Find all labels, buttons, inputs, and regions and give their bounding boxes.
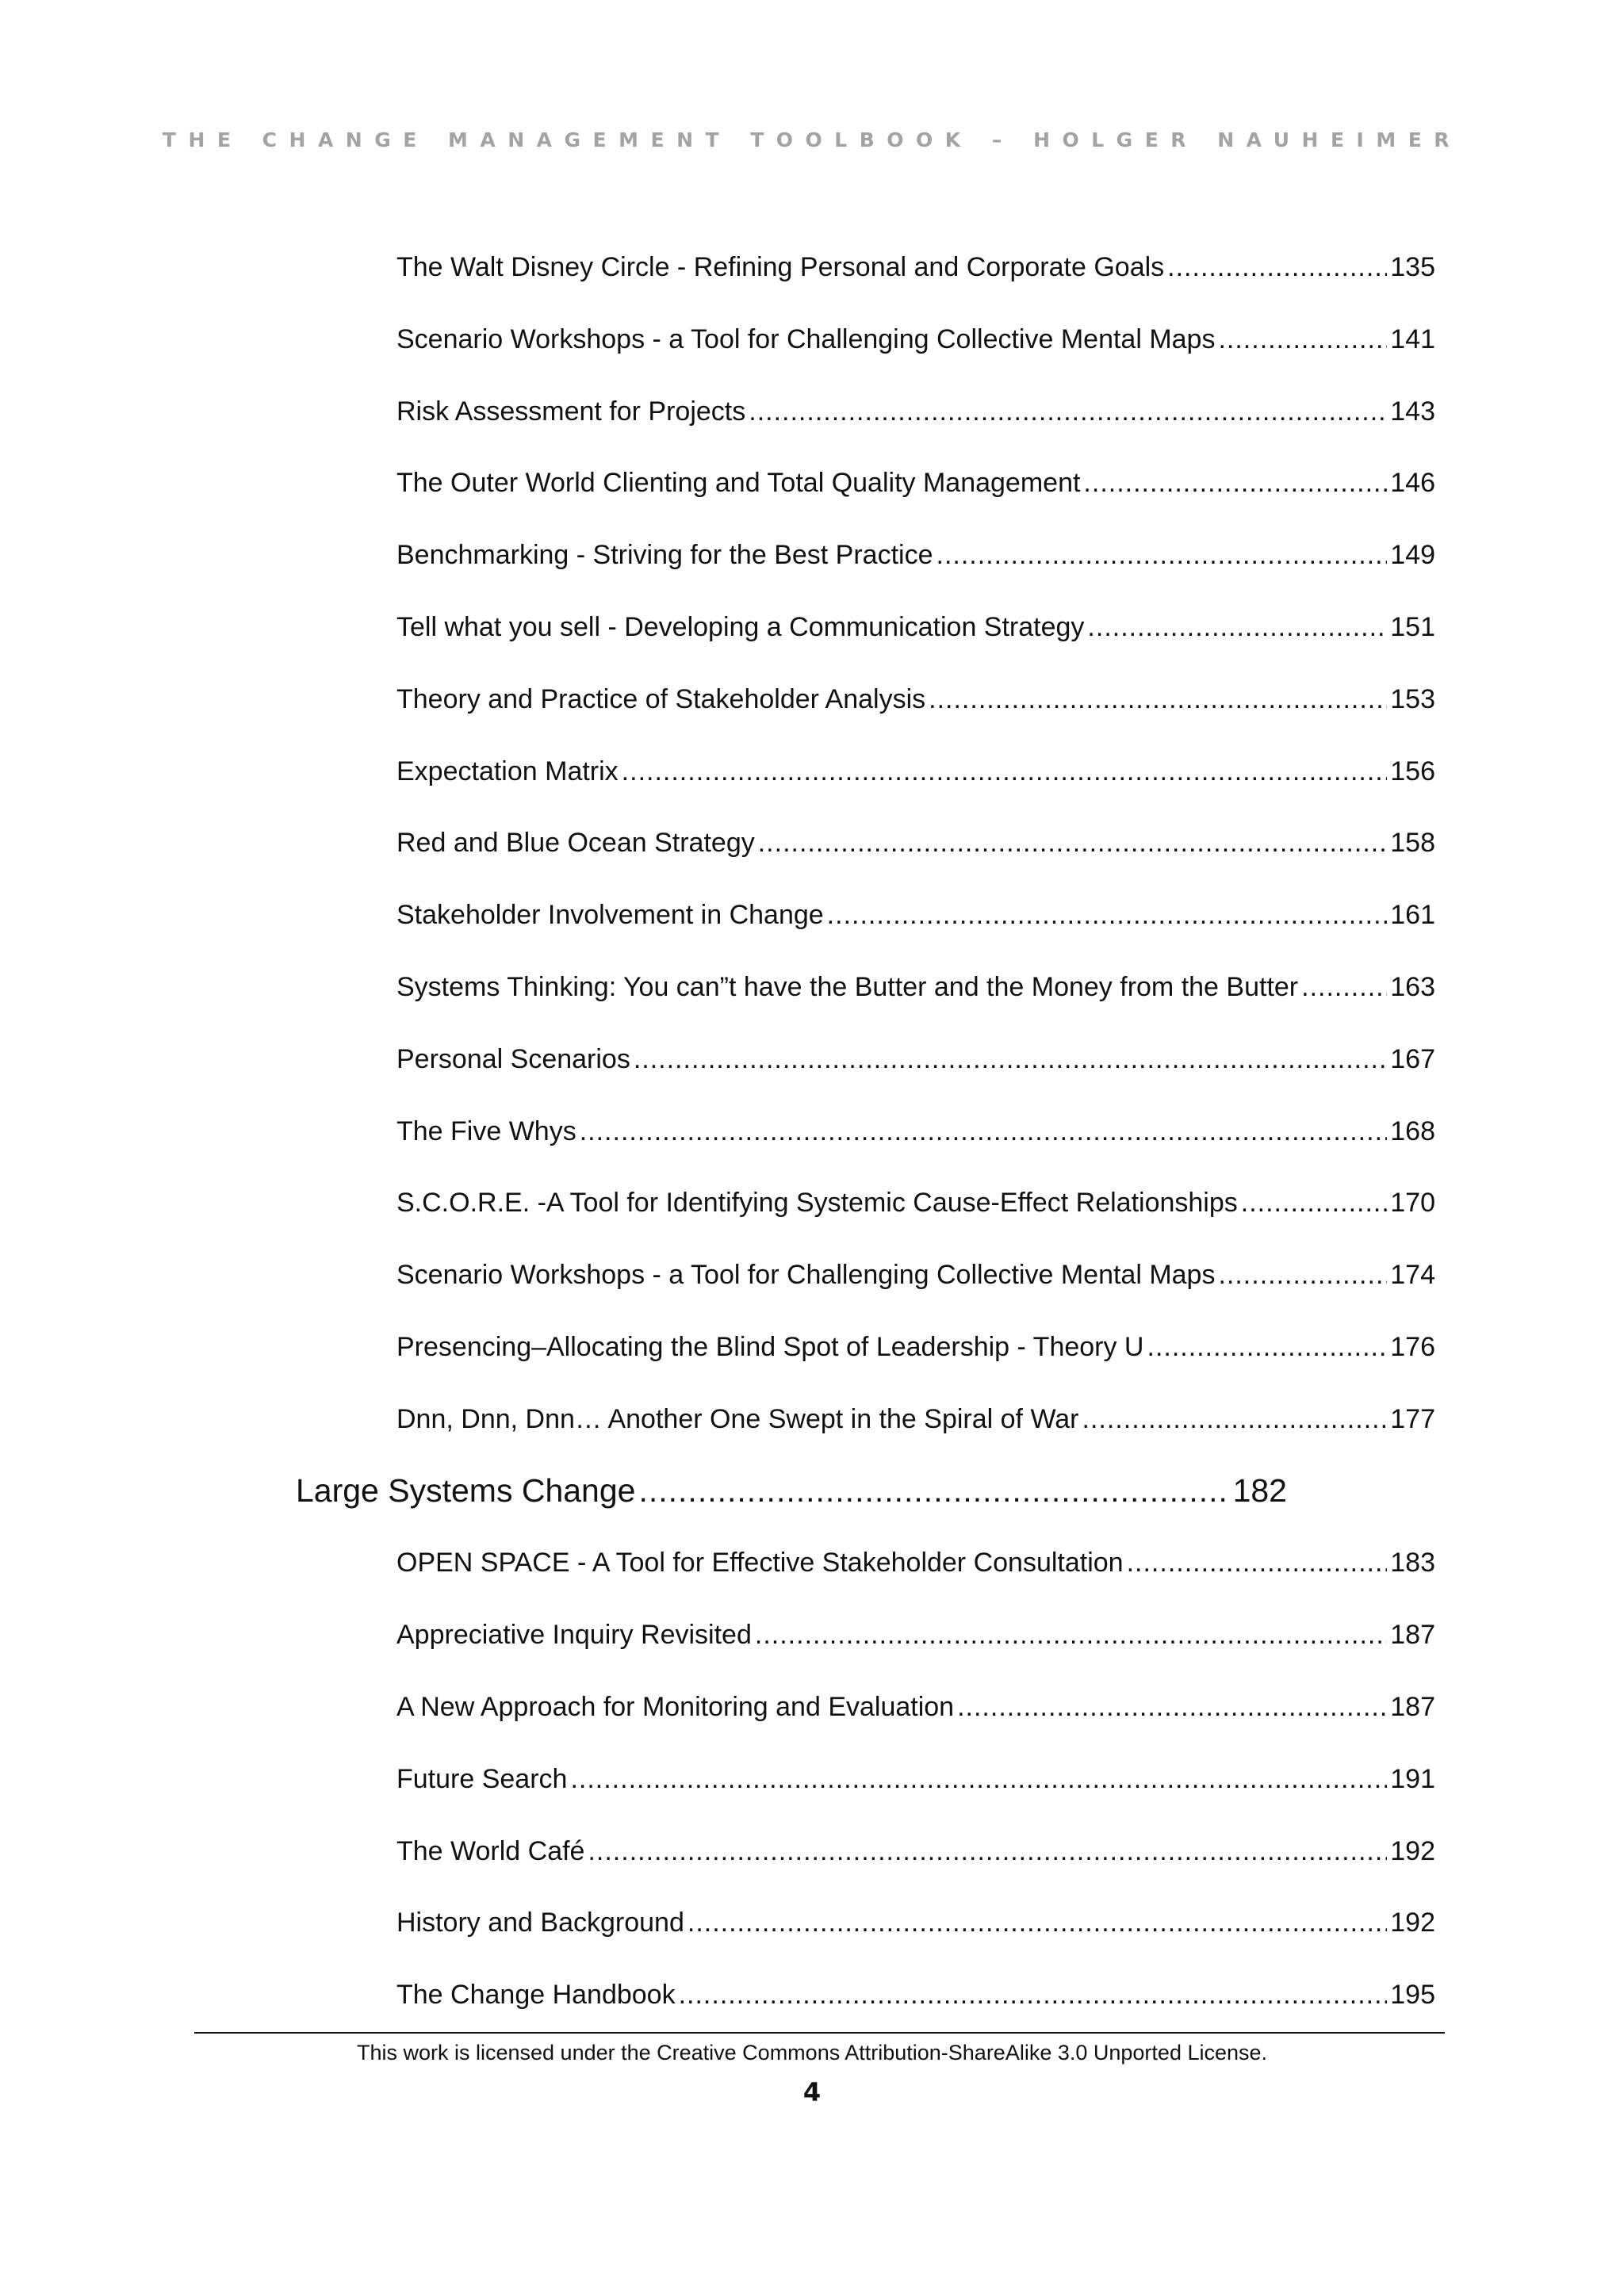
toc-dot-leader: [1218, 322, 1387, 357]
toc-entry-title: Appreciative Inquiry Revisited: [396, 1620, 752, 1651]
toc-entry[interactable]: [396, 250, 1435, 285]
toc-dot-leader: [936, 538, 1388, 572]
toc-section-heading[interactable]: [296, 1471, 1287, 1510]
toc-dot-leader: [688, 1905, 1387, 1940]
toc-entry-title: Red and Blue Ocean Strategy: [396, 828, 755, 859]
toc-entry-title: Scenario Workshops - a Tool for Challenging Collective Mental Maps: [396, 1260, 1216, 1291]
toc-dot-leader: [1127, 1545, 1388, 1580]
toc-entry-title: The World Café: [396, 1835, 585, 1866]
toc-entry-title: Scenario Workshops - a Tool for Challenging Collective Mental Maps: [396, 323, 1216, 354]
toc-entry-page: 187: [1390, 1692, 1435, 1722]
page-number: 4: [802, 2077, 822, 2107]
toc-entry-page: 163: [1390, 972, 1435, 1002]
toc-entry-page: 174: [1390, 1260, 1435, 1291]
toc-dot-leader: [1147, 1330, 1388, 1364]
toc-entry-page: 143: [1390, 396, 1435, 427]
toc-entry-page: 168: [1390, 1115, 1435, 1146]
toc-entry-page: 192: [1390, 1908, 1435, 1938]
toc-dot-leader: [758, 825, 1388, 860]
toc-dot-leader: [580, 1114, 1388, 1149]
toc-entry-title: S.C.O.R.E. -A Tool for Identifying Systemic Cause-Effect Relationships: [396, 1188, 1238, 1219]
toc-entry[interactable]: [396, 1185, 1435, 1220]
toc-entry-page: 170: [1390, 1188, 1435, 1219]
toc-entry-page: 141: [1390, 323, 1435, 354]
toc-dot-leader: [1082, 1402, 1388, 1437]
toc-entry[interactable]: [396, 682, 1435, 717]
toc-entry-title: OPEN SPACE - A Tool for Effective Stakeholder Consultation: [396, 1548, 1124, 1578]
toc-dot-leader: [1167, 250, 1387, 285]
toc-entry[interactable]: [396, 897, 1435, 932]
toc-entry-page: 158: [1390, 828, 1435, 859]
toc-entry[interactable]: [396, 322, 1435, 357]
toc-entry-title: Theory and Practice of Stakeholder Analysis: [396, 683, 926, 714]
toc-entry-page: 192: [1390, 1835, 1435, 1866]
toc-dot-leader: [957, 1689, 1387, 1724]
toc-entry[interactable]: [396, 1042, 1435, 1077]
toc-entry-page: 182: [1232, 1471, 1287, 1509]
toc-dot-leader: [1241, 1185, 1388, 1220]
toc-entry-title: The Outer World Clienting and Total Quality Management: [396, 468, 1081, 499]
toc-entry-title: Future Search: [396, 1763, 568, 1794]
toc-entry-title: History and Background: [396, 1908, 684, 1938]
toc-entry-page: 153: [1390, 683, 1435, 714]
toc-entry-page: 151: [1390, 612, 1435, 642]
license-notice: This work is licensed under the Creative Commons Attribution-ShareAlike 3.0 Unported License.: [356, 2041, 1268, 2064]
toc-entry[interactable]: [396, 1977, 1435, 2012]
toc-dot-leader: [1218, 1257, 1387, 1292]
toc-entry-title: Tell what you sell - Developing a Communication Strategy: [396, 612, 1085, 642]
toc-dot-leader: [638, 1471, 1229, 1510]
toc-entry-title: Stakeholder Involvement in Change: [396, 900, 824, 931]
toc-entry-page: 195: [1390, 1980, 1435, 2011]
toc-dot-leader: [755, 1617, 1387, 1652]
toc-entry[interactable]: [396, 1402, 1435, 1437]
toc-entry-title: Dnn, Dnn, Dnn… Another One Swept in the Spiral of War: [396, 1403, 1079, 1434]
toc-entry[interactable]: [396, 1545, 1435, 1580]
toc-entry[interactable]: [396, 1762, 1435, 1797]
toc-entry-page: 161: [1390, 900, 1435, 931]
toc-entry[interactable]: [396, 1617, 1435, 1652]
toc-dot-leader: [827, 897, 1388, 932]
toc-dot-leader: [1087, 610, 1387, 645]
toc-entry-page: 135: [1390, 252, 1435, 282]
toc-entry[interactable]: [396, 538, 1435, 572]
toc-entry-page: 176: [1390, 1332, 1435, 1362]
toc-entry-title: Benchmarking - Striving for the Best Practice: [396, 540, 933, 571]
toc-entry-page: 177: [1390, 1403, 1435, 1434]
toc-dot-leader: [588, 1834, 1387, 1869]
toc-entry-page: 183: [1390, 1548, 1435, 1578]
toc-entry-title: Systems Thinking: You can”t have the Butter and the Money from the Butter: [396, 972, 1299, 1002]
toc-entry[interactable]: [396, 970, 1435, 1004]
toc-entry-page: 146: [1390, 468, 1435, 499]
toc-entry[interactable]: [396, 394, 1435, 429]
toc-dot-leader: [929, 682, 1387, 717]
toc-dot-leader: [570, 1762, 1387, 1797]
toc-entry-page: 149: [1390, 540, 1435, 571]
toc-entry-page: 167: [1390, 1043, 1435, 1074]
toc-entry-page: 191: [1390, 1763, 1435, 1794]
toc-entry-title: Large Systems Change: [296, 1471, 636, 1509]
toc-dot-leader: [749, 394, 1387, 429]
toc-entry[interactable]: [396, 610, 1435, 645]
toc-entry-title: A New Approach for Monitoring and Evaluation: [396, 1692, 955, 1722]
toc-entry-title: The Walt Disney Circle - Refining Personal and Corporate Goals: [396, 252, 1165, 282]
toc-entry[interactable]: [396, 754, 1435, 789]
toc-entry[interactable]: [396, 1257, 1435, 1292]
toc-dot-leader: [622, 754, 1388, 789]
toc-entry-page: 156: [1390, 756, 1435, 786]
toc-dot-leader: [679, 1977, 1388, 2012]
toc-entry[interactable]: [396, 465, 1435, 500]
toc-entry[interactable]: [396, 1689, 1435, 1724]
toc-entry[interactable]: [396, 825, 1435, 860]
toc-entry[interactable]: [396, 1834, 1435, 1869]
toc-dot-leader: [634, 1042, 1387, 1077]
toc-entry-title: The Change Handbook: [396, 1980, 676, 2011]
toc-entry[interactable]: [396, 1905, 1435, 1940]
toc-entry-title: Expectation Matrix: [396, 756, 619, 786]
running-header: THE CHANGE MANAGEMENT TOOLBOOK – HOLGER NAUHEIMER: [162, 128, 1462, 151]
footer-divider: [194, 2032, 1445, 2034]
toc-entry[interactable]: [396, 1330, 1435, 1364]
toc-dot-leader: [1083, 465, 1387, 500]
toc-dot-leader: [1301, 970, 1387, 1004]
toc-entry-title: Risk Assessment for Projects: [396, 396, 746, 427]
toc-entry-title: The Five Whys: [396, 1115, 576, 1146]
toc-entry[interactable]: [396, 1114, 1435, 1149]
toc-entry-page: 187: [1390, 1620, 1435, 1651]
toc-entry-title: Presencing–Allocating the Blind Spot of Leadership - Theory U: [396, 1332, 1144, 1362]
toc-entry-title: Personal Scenarios: [396, 1043, 630, 1074]
